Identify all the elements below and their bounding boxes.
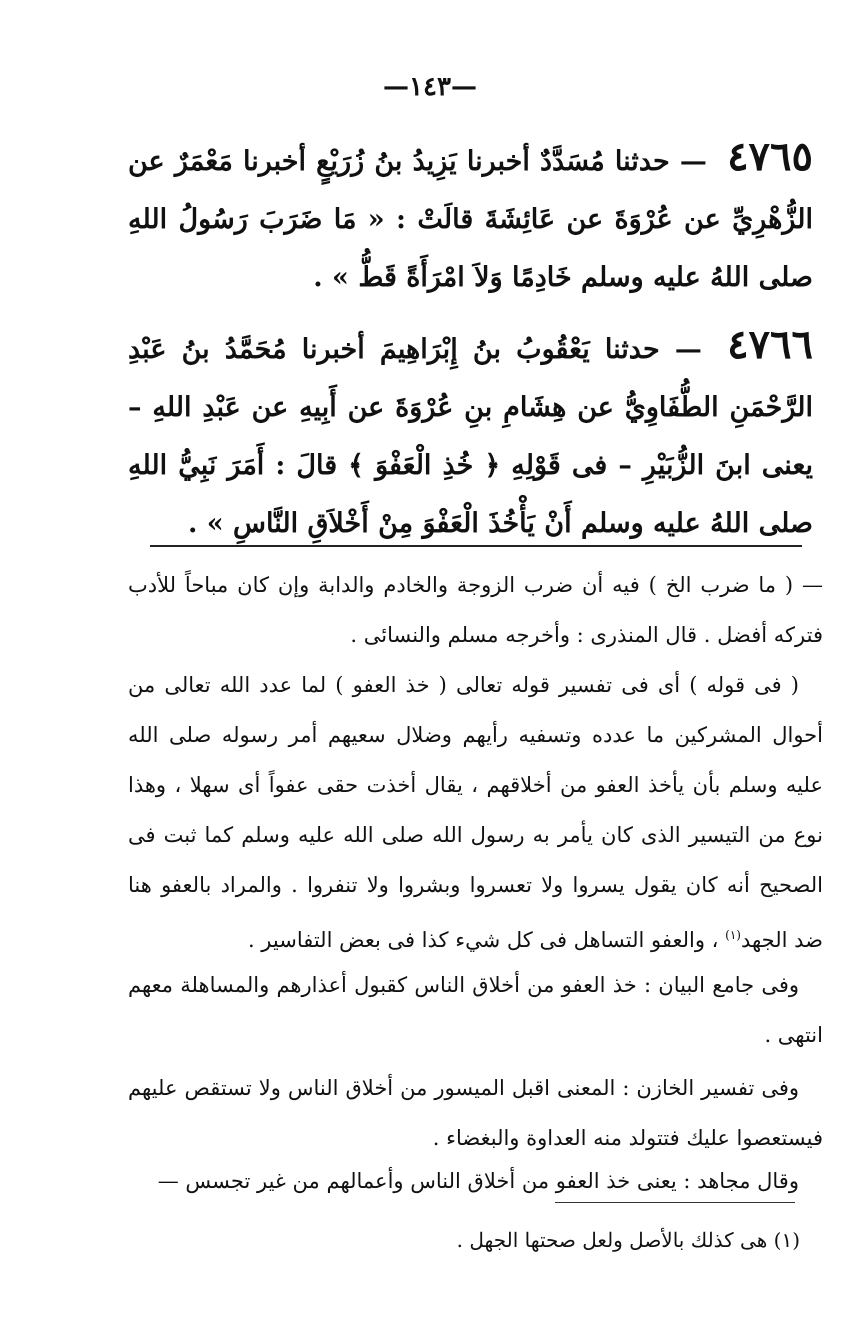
hadith-number: ٤٧٦٥ [727,133,813,180]
commentary-paragraph: وفى تفسير الخازن : المعنى اقبل الميسور من أخلاق الناس ولا تستقص عليهم فيستعصوا عليك فتتولد منه العداوة والبغضاء . [128,1076,823,1150]
commentary-paragraph: — ( ما ضرب الخ ) فيه أن ضرب الزوجة والخادم والدابة وإن كان مباحاً للأدب فتركه أفضل . قال المنذرى : وأخرجه مسلم والنسائى . [128,573,823,647]
commentary-text: ( فى قوله ) أى فى تفسير قوله تعالى ( خذ العفو ) لما عدد الله تعالى من أحوال المشركين ما عدده وتسفيه رأيهم وضلال سعيهم أمر رسوله صلى الله عليه وسلم بأن يأخذ العفو من أخلاقهم ، يقال أخذت حقى عفواً أى سهلا ، وهذا نوع من التيسير الذى كان يأمر به رسول الله صلى الله عليه وسلم كما ثبت فى الصحيح أنه كان يقول يسروا ولا تعسروا وبشروا ولا تنفروا . والمراد بالعفو هنا ضد الجهد [128,673,823,952]
footnote: (١) هى كذلك بالأصل ولعل صحتها الجهل . [456,1228,800,1252]
footnote-marker: (١) [725,928,741,942]
commentary-text: ، والعفو التساهل فى كل شيء كذا فى بعض التفاسير . [247,928,719,952]
hadith-number: ٤٧٦٦ [727,321,813,368]
commentary-paragraph: وقال مجاهد : يعنى خذ العفو من أخلاق الناس وأعمالهم من غير تجسس — [157,1169,799,1193]
commentary-paragraph [128,660,823,965]
hadith-text: — حدثنا يَعْقُوبُ بنُ إِبْرَاهِيمَ أخبرنا مُحَمَّدُ بنُ عَبْدِ الرَّحْمَنِ الطُّفَاوِيُّ عن هِشَامِ بنِ عُرْوَةَ عن أَبِيهِ عن عَبْدِ اللهِ – يعنى ابنَ الزُّبَيْرِ – فى قَوْلِهِ ﴿ خُذِ الْعَفْوَ ﴾ قالَ : أَمَرَ نَبِيُّ اللهِ صلى اللهُ عليه وسلم أَنْ يَأْخُذَ الْعَفْوَ مِنْ أَخْلاَقِ النَّاسِ » . [128,334,813,539]
footnote-divider [555,1202,795,1203]
hadith-4766 [128,316,813,553]
page-number: —١٤٣— [383,72,477,102]
hadith-4765 [128,128,813,307]
hadith-text: — حدثنا مُسَدَّدٌ أخبرنا يَزِيدُ بنُ زُرَيْعٍ أخبرنا مَعْمَرٌ عن الزُّهْرِيِّ عن عُرْوَةَ عن عَائِشَةَ قالَتْ : « مَا ضَرَبَ رَسُولُ اللهِ صلى اللهُ عليه وسلم خَادِمًا وَلاَ امْرَأَةً قَطُّ » . [128,146,813,293]
commentary-paragraph: وفى جامع البيان : خذ العفو من أخلاق الناس كقبول أعذارهم والمساهلة معهم انتهى . [128,973,823,1047]
commentary-divider [150,545,802,547]
